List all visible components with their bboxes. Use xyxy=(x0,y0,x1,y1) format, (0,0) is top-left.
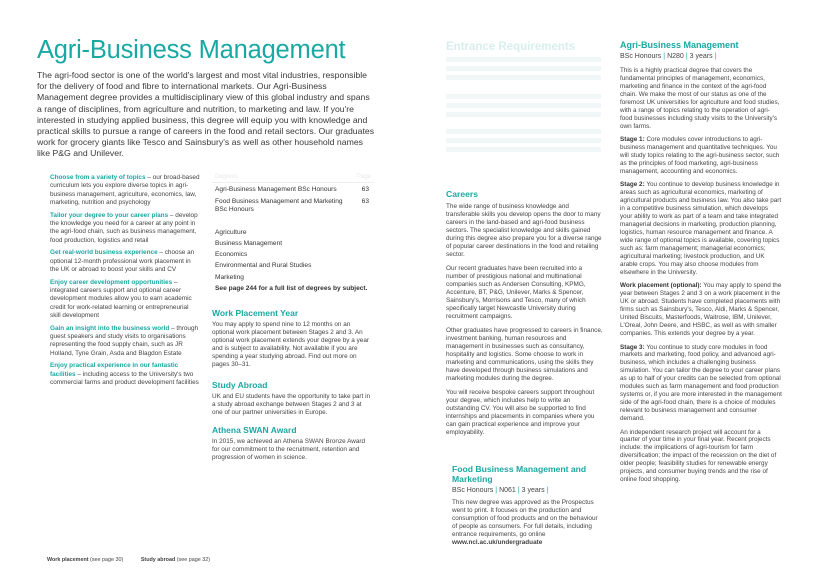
agri-business-degree-section xyxy=(620,40,782,490)
stage-paragraph: Stage 2: You continue to develop business knowledge in areas such as agricultural economics, marketing of agricultural products and business law. You also take part in a competitive business simulation, which develops your ability to work as part of a team and take integrated managerial decisions in marketing, production planning, logistics, human resource management and finance. A wide range of optional topics is available, covering topics such as: farm management; managerial economics; agricultural marketing; livestock production, and UK arable crops. You may also choose modules from elsewhere in the University. xyxy=(620,181,782,276)
see-page-note: See page 244 for a full list of degrees by subject. xyxy=(215,284,368,292)
faded-text-line xyxy=(446,66,601,71)
agri-business-outro: An independent research project will account for a quarter of your time in your final year. Recent projects include: the implications of agri-tourism for farm diversification; the impact of the recession on the diet of older people; feasibility studies for renewable energy projects, and consumer buying trends and the rise of online food shopping. xyxy=(620,428,777,484)
careers-paragraph: Our recent graduates have been recruited into a number of prestigious national and multinational companies such as Andersen Consulting, KPMG, Accenture, BT, P&G, Unilever, Marks & Spencer, Sainsbury's, Morrisons and Tesco, many of which specifically target Newcastle University during recruitment campaigns. xyxy=(446,265,586,320)
study-abroad-heading: Study Abroad xyxy=(212,380,268,390)
faded-text-line xyxy=(446,75,601,80)
work-placement-heading: Work Placement Year xyxy=(212,308,299,318)
faded-text-line xyxy=(446,57,601,62)
subject-item: Business Management xyxy=(215,239,283,247)
athena-swan-heading: Athena SWAN Award xyxy=(212,425,297,435)
careers-paragraph: You will receive bespoke careers support throughout your degree, which includes help to write an outstanding CV. You will also be supported to find internships and placements in companies where you can gain practical experience and improve your employability. xyxy=(446,389,595,436)
careers-heading: Careers xyxy=(446,189,479,199)
food-business-text: This new degree was approved as the Prospectus went to print. It focuses on the production and consumption of food products and on the behaviour of people as consumers. For full details, including entrance requirements, go online www.ncl.ac.uk/undergraduate xyxy=(452,499,598,546)
degree-code-line: BSc Honours | N061 | 3 years | xyxy=(452,487,549,494)
faded-text-line xyxy=(446,138,601,143)
page-footer xyxy=(47,557,226,563)
subject-item: Marketing xyxy=(215,273,244,281)
careers-paragraph: The wide range of business knowledge and transferable skills you develop opens the door to many careers in the land-based and agri-food business sectors. The specialist knowledge and skills gained during this degree also prepare you for a diverse range of popular career destinations in the food and retailing sector. xyxy=(446,203,602,258)
work-placement-text: You may apply to spend nine to 12 months on an optional work placement between Stages 2 and 3. An optional work placement extends your degree by a year and is subject to availability. Not available if you are spending a year studying abroad. Find out more on pages 30–31. xyxy=(212,321,370,368)
faded-text-line xyxy=(446,112,601,117)
athena-swan-section xyxy=(212,425,374,462)
stage-paragraph: Stage 1: Core modules cover introductions to agri-business management and quantitative techniques. You will study topics relating to the agri-business sector, such as the principles of food marketing, agri-business management, accounting and economics. xyxy=(620,136,780,175)
faded-text-line xyxy=(446,103,601,108)
careers-paragraph: Other graduates have progressed to careers in finance, investment banking, human resources and management in businesses such as consultancy, hospitality and logistics. Some choose to work in marketing and communications, using the skills they have developed through business simulations and marketing modules during the degree. xyxy=(446,327,603,382)
food-business-degree-section xyxy=(452,464,602,553)
faded-text-line xyxy=(446,147,601,152)
feature-item: Gain an insight into the business world – through guest speakers and study visits to organisations representing the food supply chain, such as JR Holland, Tyne Grain, Asda and Blagdon Estate xyxy=(50,324,199,357)
degree-row[interactable]: Food Business Management and Marketing BSc Honours 63 xyxy=(215,197,369,213)
agri-business-intro: This is a highly practical degree that covers the fundamental principles of management, economics, marketing and finance in the context of the agri-food chain. We make the most of our status as one of the foremost UK universities for agriculture and food studies, with a range of topics relating to the operation of agri-food businesses including study visits to the University's own farms. xyxy=(620,67,780,130)
feature-item: Tailor your degree to your career plans – develop the knowledge you need for a career at any point in the agri-food chain, such as business management, food production, logistics and retail xyxy=(50,211,198,244)
stage-paragraph: Stage 3: You continue to study core modules in food markets and marketing, food policy, and advanced agri-business, which includes a challenging business simulation. You can tailor the degree to your career plans as up to half of your credits can be selected from optional modules such as farm management and food production systems or, if you are more interested in the management side of the agri-food chain, there is a choice of modules relevant to business management and consumer demand. xyxy=(620,343,782,423)
feature-item: Choose from a variety of topics – our broad-based curriculum lets you explore diverse topics in agri-business management, agriculture, economics, law, marketing, nutrition and psychology xyxy=(50,174,200,206)
subject-item: Environmental and Rural Studies xyxy=(215,262,312,270)
subject-list xyxy=(212,229,374,283)
intro-paragraph: The agri-food sector is one of the world's largest and most vital industries, responsible for the delivery of food and fibre to international markets. Our Agri-Business Management degree provides a multidisciplinary view of this global industry and spans a range of disciplines, from agriculture and nutrition, to marketing and law. If you're interested in studying applied business, this degree will equip you with knowledge and practical skills to pursue a range of careers in the food and retail sectors. Our graduates work for grocery giants like Tesco and Sainsbury's as well as other household names like P&G and Unilever. xyxy=(37,70,375,159)
study-abroad-text: UK and EU students have the opportunity to take part in a study abroad exchange between Stages 2 and 3 at one of our partner universities in Europe. xyxy=(212,393,371,416)
degree-code-line: BSc Honours | N280 | 3 years | xyxy=(620,53,717,60)
footer-work-placement: Work placement (see page 30) xyxy=(47,557,124,563)
feature-item: Get real-world business experience – choose an optional 12-month professional work placement in the UK or abroad to boost your skills and CV xyxy=(50,249,195,273)
entrance-requirements-panel xyxy=(446,41,601,166)
stage-paragraph: Work placement (optional): You may apply to spend the year between Stages 2 and 3 on a work placement in the UK or abroad. Students have completed placements with firms such as Sainsbury's, Tesco, Aldi, Marks & Spencer, United Biscuits, Masterfoods, Waitrose, IBM, Unilever, L'Oreal, John Deere, and HSBC, as well as with smaller companies. This extends your degree by a year. xyxy=(620,282,782,338)
degree-row[interactable]: Agri-Business Management BSc Honours 63 xyxy=(215,186,369,193)
careers-section xyxy=(446,189,604,443)
page-title: Agri-Business Management xyxy=(37,36,346,64)
athena-swan-text: In 2015, we achieved an Athena SWAN Bronze Award for our commitment to the recruitment, retention and progression of women in science. xyxy=(212,438,366,461)
undergraduate-link[interactable]: www.ncl.ac.uk/undergraduate xyxy=(452,539,543,546)
footer-study-abroad: Study abroad (see page 32) xyxy=(140,557,211,563)
feature-item: Enjoy practical experience in our fantastic facilities – including access to the University's two commercial farms and product development facilities xyxy=(50,362,199,387)
faded-text-line xyxy=(446,94,601,99)
feature-list xyxy=(50,174,200,392)
degree-table-header: Degrees Page xyxy=(212,173,374,183)
food-business-heading: Food Business Management and Marketing xyxy=(452,464,587,484)
faded-text-line xyxy=(446,129,601,134)
work-placement-section xyxy=(212,308,374,369)
entrance-heading: Entrance Requirements xyxy=(446,41,576,53)
degree-table xyxy=(212,173,374,292)
study-abroad-section xyxy=(212,380,374,417)
subject-item: Agriculture xyxy=(215,228,247,236)
feature-item: Enjoy career development opportunities – integrated careers support and optional career development modules allow you to earn academic credit for work-related learning or entrepreneurial skill development xyxy=(50,278,192,319)
agri-business-heading: Agri-Business Management xyxy=(620,40,739,50)
subject-item: Economics xyxy=(215,251,248,259)
